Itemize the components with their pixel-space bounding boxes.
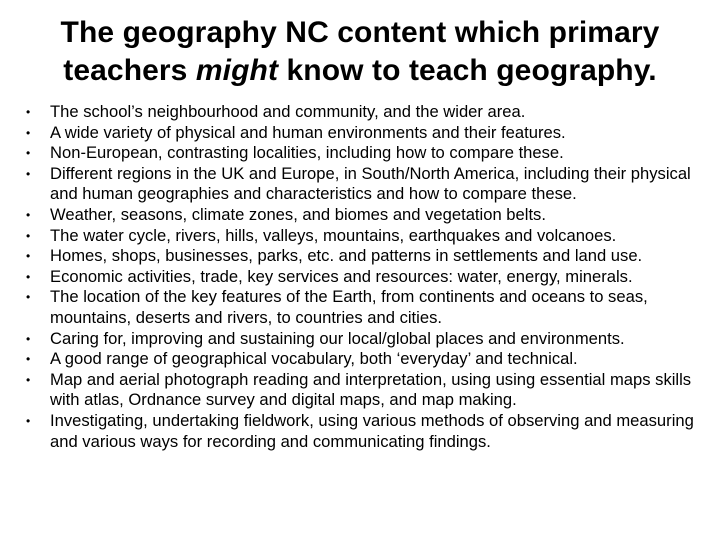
list-item	[26, 411, 706, 452]
list-item-text: Homes, shops, businesses, parks, etc. and patterns in settlements and land use.	[50, 246, 643, 266]
list-item	[26, 370, 706, 411]
list-item-text: A good range of geographical vocabulary, both ‘everyday’ and technical.	[50, 349, 578, 369]
list-item	[26, 287, 706, 328]
bullet-icon: •	[26, 207, 31, 222]
list-item-text: The water cycle, rivers, hills, valleys, mountains, earthquakes and volcanoes.	[50, 225, 617, 245]
bullet-icon: •	[26, 166, 31, 181]
list-item	[26, 246, 706, 267]
bullet-icon: •	[26, 125, 31, 140]
list-item-text: The location of the key features of the Earth, from continents and oceans to seas, mountains, deserts and rivers, to countries and cities.	[50, 287, 648, 327]
list-item-text: Investigating, undertaking fieldwork, using various methods of observing and measuring and various ways for recording and communicating findings.	[50, 410, 694, 451]
list-item	[26, 102, 706, 123]
list-item-text: Non-European, contrasting localities, including how to compare these.	[50, 143, 564, 163]
title-line-2-end: know to teach geography.	[278, 54, 657, 87]
title-line-2-start: teachers	[63, 54, 196, 87]
list-item	[26, 329, 706, 350]
list-item-text: A wide variety of physical and human environments and their features.	[50, 122, 566, 142]
title-emphasis: might	[195, 54, 279, 87]
list-item	[26, 143, 706, 164]
list-item-text: Map and aerial photograph reading and interpretation, using using essential maps skills with atlas, Ordnance survey and digital maps, and map making.	[50, 369, 692, 410]
bullet-list	[26, 102, 706, 452]
list-item-text: Different regions in the UK and Europe, in South/North America, including their physical and human geographies and characteristics and how to compare these.	[50, 163, 691, 204]
list-item-text: Caring for, improving and sustaining our local/global places and environments.	[50, 328, 625, 348]
list-item	[26, 349, 706, 370]
bullet-icon: •	[26, 290, 31, 305]
bullet-icon: •	[26, 331, 31, 346]
list-item-text: Weather, seasons, climate zones, and biomes and vegetation belts.	[50, 204, 546, 224]
list-item	[26, 267, 706, 288]
bullet-icon: •	[26, 269, 31, 284]
slide-title	[20, 14, 700, 90]
bullet-icon: •	[26, 249, 31, 264]
bullet-icon: •	[26, 352, 31, 367]
bullet-icon: •	[26, 146, 31, 161]
list-item	[26, 164, 706, 205]
title-line-2	[20, 52, 700, 90]
bullet-icon: •	[26, 372, 31, 387]
list-item-text: Economic activities, trade, key services and resources: water, energy, minerals.	[50, 266, 633, 286]
list-item	[26, 226, 706, 247]
title-line-1: The geography NC content which primary	[60, 16, 660, 49]
bullet-icon: •	[26, 105, 31, 119]
list-item	[26, 123, 706, 144]
bullet-icon: •	[26, 228, 31, 243]
bullet-icon: •	[26, 413, 31, 428]
list-item	[26, 205, 706, 226]
list-item-text: The school’s neighbourhood and community, and the wider area.	[50, 102, 526, 121]
